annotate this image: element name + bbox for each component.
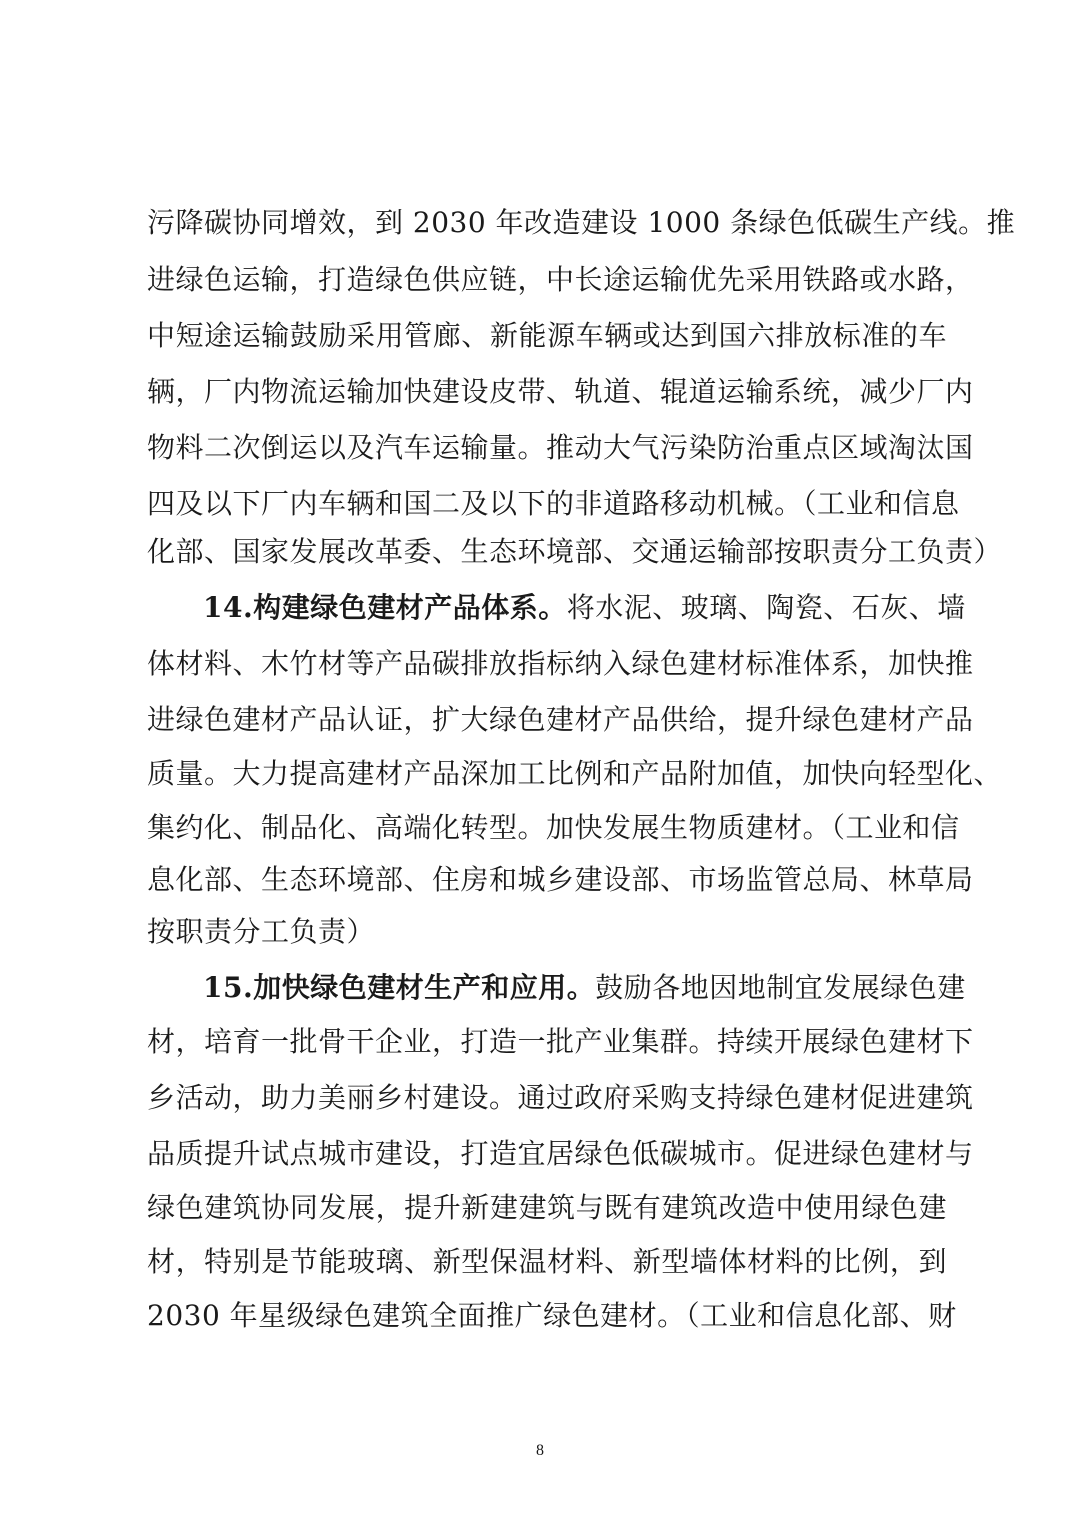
section-heading-14: 14.构建绿色建材产品体系。 bbox=[203, 591, 567, 624]
text-line: 体材料、木竹材等产品碳排放指标纳入绿色建材标准体系，加快推 bbox=[147, 647, 974, 680]
text-line: 进绿色建材产品认证，扩大绿色建材产品供给，提升绿色建材产品 bbox=[147, 703, 974, 736]
text-segment: 鼓励各地因地制宜发展绿色建 bbox=[595, 971, 966, 1004]
text-line: 按职责分工负责） bbox=[147, 915, 376, 948]
text-line: 集约化、制品化、高端化转型。加快发展生物质建材。（工业和信 bbox=[147, 811, 960, 844]
text-line: 物料二次倒运以及汽车运输量。推动大气污染防治重点区域淘汰国 bbox=[147, 431, 974, 464]
text-line: 材，培育一批骨干企业，打造一批产业集群。持续开展绿色建材下 bbox=[147, 1025, 974, 1058]
text-line: 2030 年星级绿色建筑全面推广绿色建材。（工业和信息化部、财 bbox=[147, 1299, 957, 1332]
text-line: 进绿色运输，打造绿色供应链，中长途运输优先采用铁路或水路， bbox=[147, 263, 974, 296]
page-number: 8 bbox=[536, 1442, 544, 1459]
text-line: 污降碳协同增效，到 2030 年改造建设 1000 条绿色低碳生产线。推 bbox=[147, 206, 1016, 239]
text-segment: 将水泥、玻璃、陶瓷、石灰、墙 bbox=[566, 591, 966, 624]
text-line: 息化部、生态环境部、住房和城乡建设部、市场监管总局、林草局 bbox=[147, 863, 974, 896]
text-line: 绿色建筑协同发展，提升新建建筑与既有建筑改造中使用绿色建 bbox=[147, 1191, 947, 1224]
text-line bbox=[203, 588, 966, 628]
text-line: 辆，厂内物流运输加快建设皮带、轨道、辊道运输系统，减少厂内 bbox=[147, 375, 974, 408]
section-heading-15: 15.加快绿色建材生产和应用。 bbox=[203, 971, 596, 1004]
text-line: 材，特别是节能玻璃、新型保温材料、新型墙体材料的比例，到 bbox=[147, 1245, 947, 1278]
text-line: 中短途运输鼓励采用管廊、新能源车辆或达到国六排放标准的车 bbox=[147, 319, 947, 352]
text-line bbox=[203, 968, 966, 1008]
text-line: 品质提升试点城市建设，打造宜居绿色低碳城市。促进绿色建材与 bbox=[147, 1137, 974, 1170]
text-line: 化部、国家发展改革委、生态环境部、交通运输部按职责分工负责） bbox=[147, 535, 1003, 568]
text-line: 质量。大力提高建材产品深加工比例和产品附加值，加快向轻型化、 bbox=[147, 757, 1003, 790]
text-line: 乡活动，助力美丽乡村建设。通过政府采购支持绿色建材促进建筑 bbox=[147, 1081, 974, 1114]
text-line: 四及以下厂内车辆和国二及以下的非道路移动机械。（工业和信息 bbox=[147, 487, 960, 520]
